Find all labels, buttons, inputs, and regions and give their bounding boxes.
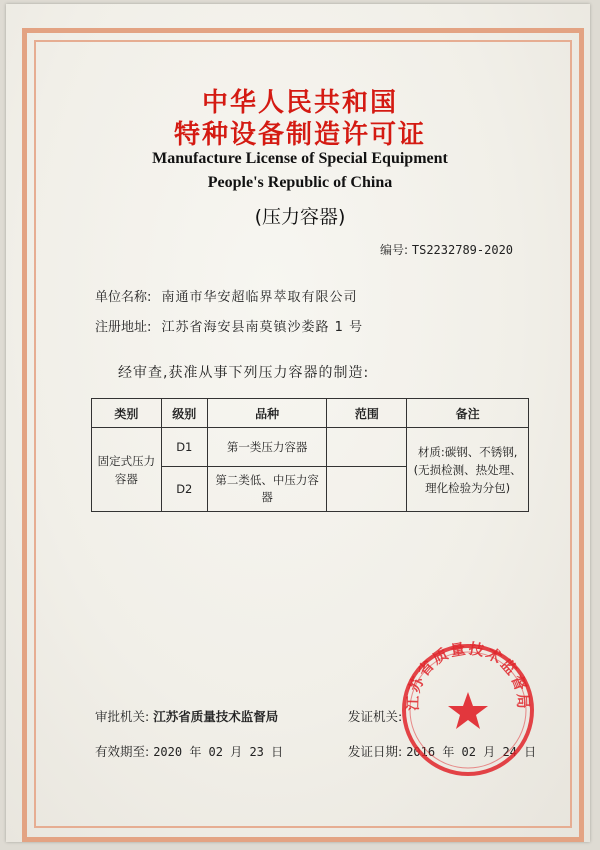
approver-field	[95, 707, 278, 725]
header-category: 类别	[92, 399, 162, 428]
title-en-license: Manufacture License of Special Equipment	[152, 150, 448, 167]
license-table	[91, 398, 529, 512]
cell-level: D2	[161, 467, 207, 512]
unit-name-value: 南通市华安超临界萃取有限公司	[161, 290, 358, 305]
license-number-value: TS2232789-2020	[411, 243, 514, 257]
official-seal-icon	[398, 640, 538, 780]
valid-until-value: 2020 年 02 月 23 日	[153, 745, 284, 759]
approver-value: 江苏省质量技术监督局	[153, 709, 279, 724]
title-cn-country: 中华人民共和国	[201, 88, 398, 118]
header-range: 范围	[327, 399, 407, 428]
table-row	[92, 428, 529, 467]
issuer-field	[348, 707, 402, 725]
table-header-row	[92, 399, 529, 428]
valid-until-field	[95, 742, 283, 760]
address-field	[95, 316, 363, 335]
cell-remark: 材质:碳钢、不锈钢,(无损检测、热处理、理化检验为分包)	[407, 428, 529, 512]
cell-level: D1	[161, 428, 207, 467]
license-number-label: 编号:	[380, 243, 409, 257]
unit-name-field	[95, 286, 358, 305]
valid-until-label: 有效期至:	[95, 744, 150, 759]
title-cn-license: 特种设备制造许可证	[173, 120, 426, 150]
cell-range	[327, 467, 407, 512]
approval-text: 经审查,获准从事下列压力容器的制造:	[118, 365, 370, 381]
title-en-country: People's Republic of China	[207, 174, 393, 191]
header-level: 级别	[161, 399, 207, 428]
cell-range	[327, 428, 407, 467]
issue-date-label: 发证日期:	[348, 744, 403, 759]
address-label: 注册地址:	[95, 320, 152, 335]
issue-date-value: 2016 年 02 月 24 日	[406, 745, 537, 759]
cell-category: 固定式压力容器	[92, 428, 162, 512]
approver-label: 审批机关:	[95, 709, 150, 724]
unit-name-label: 单位名称:	[95, 290, 152, 305]
license-number	[380, 241, 513, 258]
header-variety: 品种	[207, 399, 327, 428]
cell-variety: 第二类低、中压力容器	[207, 467, 327, 512]
cell-variety: 第一类压力容器	[207, 428, 327, 467]
seal-text: 江苏省质量技术监督局	[403, 640, 533, 711]
subtitle-pressure-vessel: (压力容器)	[254, 206, 346, 228]
address-value: 江苏省海安县南莫镇沙娄路 1 号	[161, 320, 364, 335]
header-remark: 备注	[407, 399, 529, 428]
issuer-label: 发证机关:	[348, 709, 403, 724]
